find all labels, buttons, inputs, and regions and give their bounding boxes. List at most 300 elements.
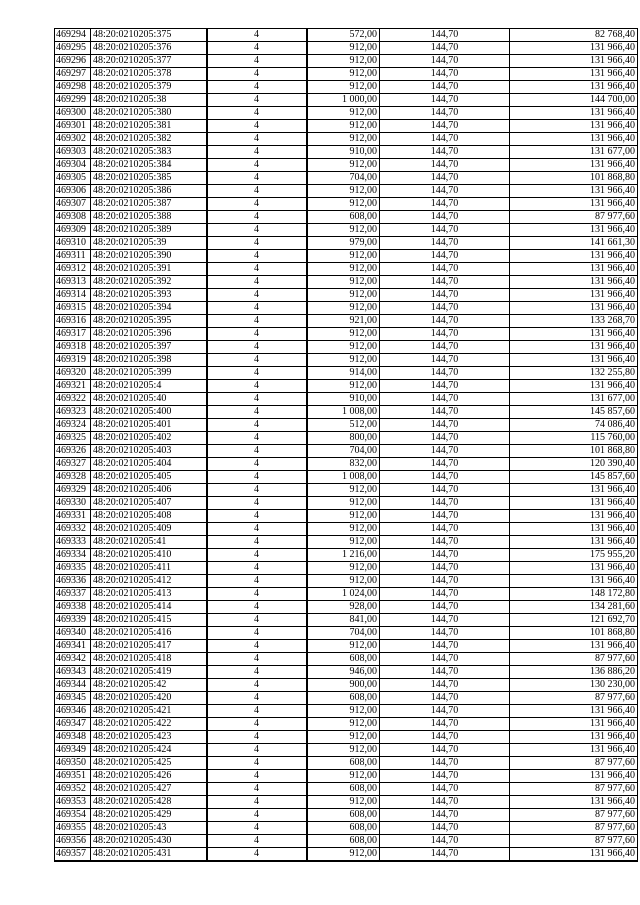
area-cell: 912,00 (307, 185, 380, 198)
row-id-cell: 469295 (55, 42, 91, 55)
table-row (55, 81, 638, 94)
cadastral-number-cell: 48:20:0210205:375 (91, 29, 207, 42)
rate-cell: 144,70 (380, 796, 510, 809)
value-cell: 87 977,60 (510, 211, 638, 224)
row-id-cell: 469301 (55, 120, 91, 133)
rate-cell: 144,70 (380, 523, 510, 536)
value-cell: 101 868,80 (510, 445, 638, 458)
area-cell: 704,00 (307, 627, 380, 640)
row-id-cell: 469355 (55, 822, 91, 835)
rate-cell: 144,70 (380, 55, 510, 68)
category-cell: 4 (207, 68, 307, 81)
rate-cell: 144,70 (380, 744, 510, 757)
row-id-cell: 469344 (55, 679, 91, 692)
rate-cell: 144,70 (380, 315, 510, 328)
area-cell: 608,00 (307, 835, 380, 848)
cadastral-number-cell: 48:20:0210205:420 (91, 692, 207, 705)
cadastral-number-cell: 48:20:0210205:419 (91, 666, 207, 679)
row-id-cell: 469299 (55, 94, 91, 107)
table-row (55, 432, 638, 445)
value-cell: 131 966,40 (510, 497, 638, 510)
value-cell: 131 966,40 (510, 250, 638, 263)
category-cell: 4 (207, 770, 307, 783)
category-cell: 4 (207, 588, 307, 601)
value-cell: 131 966,40 (510, 744, 638, 757)
row-id-cell: 469320 (55, 367, 91, 380)
rate-cell: 144,70 (380, 224, 510, 237)
row-id-cell: 469338 (55, 601, 91, 614)
table-row (55, 588, 638, 601)
row-id-cell: 469333 (55, 536, 91, 549)
category-cell: 4 (207, 601, 307, 614)
value-cell: 101 868,80 (510, 627, 638, 640)
category-cell: 4 (207, 523, 307, 536)
rate-cell: 144,70 (380, 94, 510, 107)
row-id-cell: 469319 (55, 354, 91, 367)
data-table-body (55, 29, 638, 862)
area-cell: 912,00 (307, 523, 380, 536)
category-cell: 4 (207, 575, 307, 588)
table-row (55, 835, 638, 848)
category-cell: 4 (207, 328, 307, 341)
cadastral-number-cell: 48:20:0210205:412 (91, 575, 207, 588)
area-cell: 704,00 (307, 445, 380, 458)
cadastral-number-cell: 48:20:0210205:397 (91, 341, 207, 354)
cadastral-number-cell: 48:20:0210205:409 (91, 523, 207, 536)
area-cell: 1 024,00 (307, 588, 380, 601)
cadastral-number-cell: 48:20:0210205:418 (91, 653, 207, 666)
cadastral-number-cell: 48:20:0210205:378 (91, 68, 207, 81)
value-cell: 131 966,40 (510, 510, 638, 523)
area-cell: 572,00 (307, 29, 380, 42)
category-cell: 4 (207, 367, 307, 380)
cadastral-number-cell: 48:20:0210205:401 (91, 419, 207, 432)
table-row (55, 380, 638, 393)
row-id-cell: 469334 (55, 549, 91, 562)
area-cell: 912,00 (307, 81, 380, 94)
table-row (55, 705, 638, 718)
row-id-cell: 469294 (55, 29, 91, 42)
rate-cell: 144,70 (380, 653, 510, 666)
category-cell: 4 (207, 198, 307, 211)
row-id-cell: 469329 (55, 484, 91, 497)
table-row (55, 666, 638, 679)
rate-cell: 144,70 (380, 406, 510, 419)
row-id-cell: 469308 (55, 211, 91, 224)
area-cell: 1 000,00 (307, 94, 380, 107)
category-cell: 4 (207, 315, 307, 328)
value-cell: 134 281,60 (510, 601, 638, 614)
value-cell: 131 966,40 (510, 341, 638, 354)
area-cell: 800,00 (307, 432, 380, 445)
area-cell: 912,00 (307, 848, 380, 862)
row-id-cell: 469325 (55, 432, 91, 445)
value-cell: 145 857,60 (510, 471, 638, 484)
rate-cell: 144,70 (380, 185, 510, 198)
cadastral-number-cell: 48:20:0210205:396 (91, 328, 207, 341)
area-cell: 912,00 (307, 575, 380, 588)
table-row (55, 120, 638, 133)
table-row (55, 770, 638, 783)
cadastral-number-cell: 48:20:0210205:431 (91, 848, 207, 862)
rate-cell: 144,70 (380, 679, 510, 692)
category-cell: 4 (207, 185, 307, 198)
cadastral-number-cell: 48:20:0210205:426 (91, 770, 207, 783)
value-cell: 131 966,40 (510, 276, 638, 289)
category-cell: 4 (207, 393, 307, 406)
value-cell: 131 966,40 (510, 796, 638, 809)
value-cell: 132 255,80 (510, 367, 638, 380)
cadastral-number-cell: 48:20:0210205:379 (91, 81, 207, 94)
row-id-cell: 469298 (55, 81, 91, 94)
value-cell: 87 977,60 (510, 757, 638, 770)
cadastral-number-cell: 48:20:0210205:40 (91, 393, 207, 406)
area-cell: 912,00 (307, 497, 380, 510)
rate-cell: 144,70 (380, 133, 510, 146)
cadastral-number-cell: 48:20:0210205:392 (91, 276, 207, 289)
category-cell: 4 (207, 679, 307, 692)
table-row (55, 484, 638, 497)
row-id-cell: 469351 (55, 770, 91, 783)
cadastral-number-cell: 48:20:0210205:424 (91, 744, 207, 757)
rate-cell: 144,70 (380, 757, 510, 770)
area-cell: 608,00 (307, 757, 380, 770)
row-id-cell: 469321 (55, 380, 91, 393)
rate-cell: 144,70 (380, 393, 510, 406)
row-id-cell: 469296 (55, 55, 91, 68)
cadastral-number-cell: 48:20:0210205:384 (91, 159, 207, 172)
row-id-cell: 469306 (55, 185, 91, 198)
row-id-cell: 469345 (55, 692, 91, 705)
area-cell: 912,00 (307, 341, 380, 354)
cadastral-number-cell: 48:20:0210205:403 (91, 445, 207, 458)
area-cell: 912,00 (307, 120, 380, 133)
cadastral-number-cell: 48:20:0210205:416 (91, 627, 207, 640)
row-id-cell: 469303 (55, 146, 91, 159)
row-id-cell: 469352 (55, 783, 91, 796)
row-id-cell: 469347 (55, 718, 91, 731)
table-row (55, 692, 638, 705)
category-cell: 4 (207, 250, 307, 263)
category-cell: 4 (207, 432, 307, 445)
area-cell: 912,00 (307, 731, 380, 744)
value-cell: 131 677,00 (510, 146, 638, 159)
table-row (55, 510, 638, 523)
category-cell: 4 (207, 263, 307, 276)
value-cell: 101 868,80 (510, 172, 638, 185)
value-cell: 74 086,40 (510, 419, 638, 432)
area-cell: 912,00 (307, 224, 380, 237)
value-cell: 175 955,20 (510, 549, 638, 562)
rate-cell: 144,70 (380, 809, 510, 822)
rate-cell: 144,70 (380, 68, 510, 81)
row-id-cell: 469302 (55, 133, 91, 146)
table-row (55, 445, 638, 458)
category-cell: 4 (207, 666, 307, 679)
rate-cell: 144,70 (380, 666, 510, 679)
category-cell: 4 (207, 614, 307, 627)
rate-cell: 144,70 (380, 497, 510, 510)
area-cell: 912,00 (307, 42, 380, 55)
value-cell: 131 966,40 (510, 770, 638, 783)
area-cell: 912,00 (307, 510, 380, 523)
category-cell: 4 (207, 302, 307, 315)
area-cell: 841,00 (307, 614, 380, 627)
category-cell: 4 (207, 419, 307, 432)
value-cell: 131 966,40 (510, 640, 638, 653)
table-row (55, 536, 638, 549)
rate-cell: 144,70 (380, 29, 510, 42)
area-cell: 512,00 (307, 419, 380, 432)
value-cell: 131 966,40 (510, 562, 638, 575)
cadastral-number-cell: 48:20:0210205:414 (91, 601, 207, 614)
cadastral-number-cell: 48:20:0210205:428 (91, 796, 207, 809)
category-cell: 4 (207, 848, 307, 862)
rate-cell: 144,70 (380, 614, 510, 627)
area-cell: 912,00 (307, 705, 380, 718)
rate-cell: 144,70 (380, 458, 510, 471)
table-row (55, 211, 638, 224)
row-id-cell: 469305 (55, 172, 91, 185)
value-cell: 87 977,60 (510, 809, 638, 822)
value-cell: 131 966,40 (510, 731, 638, 744)
category-cell: 4 (207, 627, 307, 640)
table-row (55, 29, 638, 42)
value-cell: 130 230,00 (510, 679, 638, 692)
row-id-cell: 469313 (55, 276, 91, 289)
row-id-cell: 469353 (55, 796, 91, 809)
row-id-cell: 469332 (55, 523, 91, 536)
rate-cell: 144,70 (380, 549, 510, 562)
category-cell: 4 (207, 146, 307, 159)
table-row (55, 237, 638, 250)
area-cell: 608,00 (307, 809, 380, 822)
value-cell: 131 966,40 (510, 159, 638, 172)
row-id-cell: 469342 (55, 653, 91, 666)
rate-cell: 144,70 (380, 510, 510, 523)
row-id-cell: 469354 (55, 809, 91, 822)
value-cell: 87 977,60 (510, 653, 638, 666)
area-cell: 900,00 (307, 679, 380, 692)
category-cell: 4 (207, 211, 307, 224)
area-cell: 912,00 (307, 744, 380, 757)
cadastral-number-cell: 48:20:0210205:410 (91, 549, 207, 562)
row-id-cell: 469330 (55, 497, 91, 510)
row-id-cell: 469348 (55, 731, 91, 744)
row-id-cell: 469343 (55, 666, 91, 679)
value-cell: 131 966,40 (510, 263, 638, 276)
cadastral-number-cell: 48:20:0210205:417 (91, 640, 207, 653)
cadastral-number-cell: 48:20:0210205:380 (91, 107, 207, 120)
category-cell: 4 (207, 783, 307, 796)
area-cell: 912,00 (307, 484, 380, 497)
rate-cell: 144,70 (380, 380, 510, 393)
category-cell: 4 (207, 133, 307, 146)
rate-cell: 144,70 (380, 120, 510, 133)
row-id-cell: 469340 (55, 627, 91, 640)
category-cell: 4 (207, 289, 307, 302)
cadastral-number-cell: 48:20:0210205:405 (91, 471, 207, 484)
rate-cell: 144,70 (380, 835, 510, 848)
table-row (55, 809, 638, 822)
category-cell: 4 (207, 718, 307, 731)
category-cell: 4 (207, 445, 307, 458)
table-row (55, 796, 638, 809)
table-row (55, 848, 638, 862)
category-cell: 4 (207, 94, 307, 107)
cadastral-number-cell: 48:20:0210205:421 (91, 705, 207, 718)
category-cell: 4 (207, 510, 307, 523)
category-cell: 4 (207, 705, 307, 718)
rate-cell: 144,70 (380, 536, 510, 549)
rate-cell: 144,70 (380, 367, 510, 380)
value-cell: 145 857,60 (510, 406, 638, 419)
category-cell: 4 (207, 484, 307, 497)
row-id-cell: 469356 (55, 835, 91, 848)
table-row (55, 302, 638, 315)
row-id-cell: 469310 (55, 237, 91, 250)
row-id-cell: 469300 (55, 107, 91, 120)
category-cell: 4 (207, 380, 307, 393)
area-cell: 608,00 (307, 692, 380, 705)
value-cell: 131 966,40 (510, 185, 638, 198)
category-cell: 4 (207, 224, 307, 237)
category-cell: 4 (207, 172, 307, 185)
table-row (55, 198, 638, 211)
cadastral-number-cell: 48:20:0210205:391 (91, 263, 207, 276)
table-row (55, 471, 638, 484)
category-cell: 4 (207, 692, 307, 705)
cadastral-number-cell: 48:20:0210205:413 (91, 588, 207, 601)
category-cell: 4 (207, 536, 307, 549)
table-row (55, 393, 638, 406)
area-cell: 912,00 (307, 380, 380, 393)
area-cell: 912,00 (307, 302, 380, 315)
rate-cell: 144,70 (380, 81, 510, 94)
area-cell: 912,00 (307, 536, 380, 549)
cadastral-number-cell: 48:20:0210205:39 (91, 237, 207, 250)
area-cell: 704,00 (307, 172, 380, 185)
table-row (55, 276, 638, 289)
table-row (55, 341, 638, 354)
area-cell: 608,00 (307, 653, 380, 666)
table-row (55, 289, 638, 302)
area-cell: 910,00 (307, 393, 380, 406)
area-cell: 946,00 (307, 666, 380, 679)
area-cell: 912,00 (307, 718, 380, 731)
category-cell: 4 (207, 406, 307, 419)
row-id-cell: 469350 (55, 757, 91, 770)
rate-cell: 144,70 (380, 341, 510, 354)
rate-cell: 144,70 (380, 107, 510, 120)
cadastral-number-cell: 48:20:0210205:382 (91, 133, 207, 146)
value-cell: 131 966,40 (510, 289, 638, 302)
cadastral-number-cell: 48:20:0210205:398 (91, 354, 207, 367)
rate-cell: 144,70 (380, 562, 510, 575)
cadastral-number-cell: 48:20:0210205:430 (91, 835, 207, 848)
row-id-cell: 469324 (55, 419, 91, 432)
category-cell: 4 (207, 341, 307, 354)
cadastral-number-cell: 48:20:0210205:395 (91, 315, 207, 328)
category-cell: 4 (207, 653, 307, 666)
row-id-cell: 469346 (55, 705, 91, 718)
value-cell: 148 172,80 (510, 588, 638, 601)
cadastral-number-cell: 48:20:0210205:393 (91, 289, 207, 302)
category-cell: 4 (207, 354, 307, 367)
value-cell: 131 966,40 (510, 133, 638, 146)
row-id-cell: 469336 (55, 575, 91, 588)
row-id-cell: 469326 (55, 445, 91, 458)
row-id-cell: 469335 (55, 562, 91, 575)
cadastral-number-cell: 48:20:0210205:4 (91, 380, 207, 393)
category-cell: 4 (207, 835, 307, 848)
area-cell: 912,00 (307, 250, 380, 263)
area-cell: 928,00 (307, 601, 380, 614)
value-cell: 131 966,40 (510, 198, 638, 211)
row-id-cell: 469307 (55, 198, 91, 211)
area-cell: 912,00 (307, 289, 380, 302)
table-row (55, 731, 638, 744)
row-id-cell: 469318 (55, 341, 91, 354)
value-cell: 131 966,40 (510, 523, 638, 536)
table-row (55, 250, 638, 263)
value-cell: 131 966,40 (510, 302, 638, 315)
category-cell: 4 (207, 731, 307, 744)
table-row (55, 133, 638, 146)
category-cell: 4 (207, 497, 307, 510)
rate-cell: 144,70 (380, 848, 510, 862)
value-cell: 131 677,00 (510, 393, 638, 406)
category-cell: 4 (207, 458, 307, 471)
rate-cell: 144,70 (380, 471, 510, 484)
value-cell: 87 977,60 (510, 692, 638, 705)
area-cell: 914,00 (307, 367, 380, 380)
cadastral-number-cell: 48:20:0210205:404 (91, 458, 207, 471)
table-row (55, 601, 638, 614)
category-cell: 4 (207, 81, 307, 94)
table-row (55, 94, 638, 107)
rate-cell: 144,70 (380, 146, 510, 159)
table-row (55, 367, 638, 380)
table-row (55, 224, 638, 237)
value-cell: 131 966,40 (510, 536, 638, 549)
rate-cell: 144,70 (380, 588, 510, 601)
category-cell: 4 (207, 55, 307, 68)
cadastral-number-cell: 48:20:0210205:408 (91, 510, 207, 523)
rate-cell: 144,70 (380, 822, 510, 835)
row-id-cell: 469337 (55, 588, 91, 601)
value-cell: 87 977,60 (510, 835, 638, 848)
rate-cell: 144,70 (380, 172, 510, 185)
cadastral-number-cell: 48:20:0210205:385 (91, 172, 207, 185)
area-cell: 912,00 (307, 133, 380, 146)
row-id-cell: 469317 (55, 328, 91, 341)
area-cell: 912,00 (307, 159, 380, 172)
category-cell: 4 (207, 744, 307, 757)
table-row (55, 523, 638, 536)
cadastral-number-cell: 48:20:0210205:402 (91, 432, 207, 445)
cadastral-number-cell: 48:20:0210205:394 (91, 302, 207, 315)
row-id-cell: 469327 (55, 458, 91, 471)
row-id-cell: 469315 (55, 302, 91, 315)
table-row (55, 744, 638, 757)
category-cell: 4 (207, 237, 307, 250)
table-row (55, 315, 638, 328)
category-cell: 4 (207, 42, 307, 55)
value-cell: 131 966,40 (510, 848, 638, 862)
value-cell: 131 966,40 (510, 380, 638, 393)
value-cell: 131 966,40 (510, 42, 638, 55)
